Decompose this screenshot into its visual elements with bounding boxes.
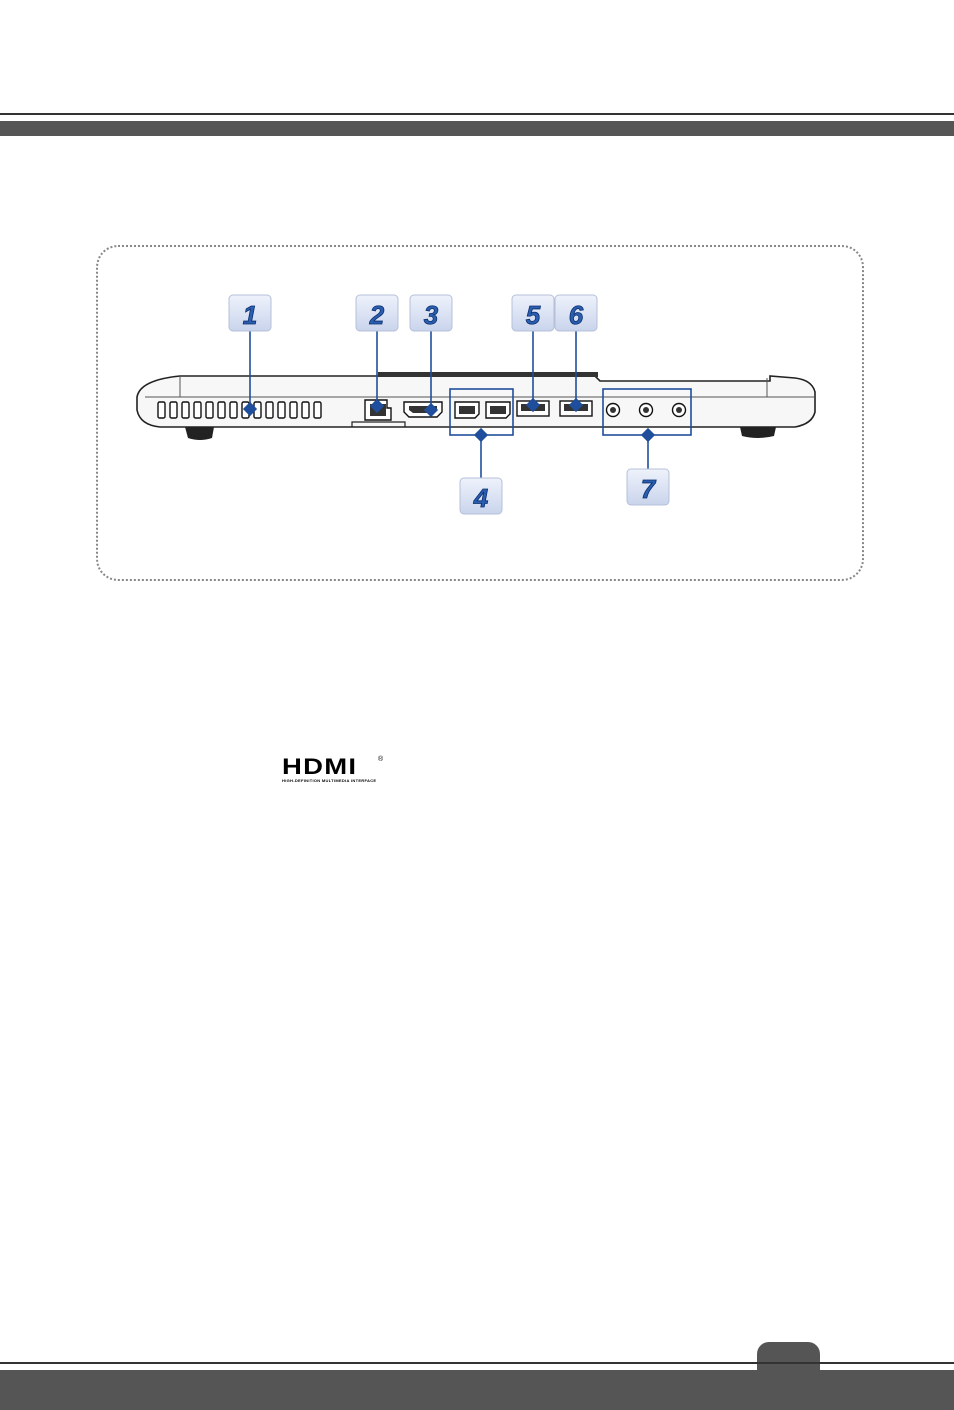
registered-mark: ®	[378, 756, 384, 763]
callout-5	[512, 295, 554, 331]
callout-1	[229, 295, 271, 331]
callout-1-label: 1	[242, 300, 258, 330]
callout-2-label: 2	[369, 300, 385, 330]
callout-6-label: 6	[568, 300, 584, 330]
footer-rule	[0, 1362, 954, 1364]
callout-4	[460, 478, 502, 514]
footer-bar	[0, 1370, 954, 1410]
callout-7	[627, 469, 669, 505]
audio-jacks	[607, 404, 686, 417]
hdmi-logo-wordmark: HDMI	[282, 754, 358, 779]
hdmi-logo-tagline: HIGH-DEFINITION MULTIMEDIA INTERFACE	[282, 778, 377, 783]
callout-4-label: 4	[473, 483, 489, 513]
callout-3	[410, 295, 452, 331]
callout-5-label: 5	[525, 300, 541, 330]
callout-3-label: 3	[423, 300, 439, 330]
callout-6	[555, 295, 597, 331]
callout-7-label: 7	[640, 474, 656, 504]
hdmi-logo	[282, 756, 386, 786]
callout-2	[356, 295, 398, 331]
page-number-tab	[757, 1342, 820, 1372]
